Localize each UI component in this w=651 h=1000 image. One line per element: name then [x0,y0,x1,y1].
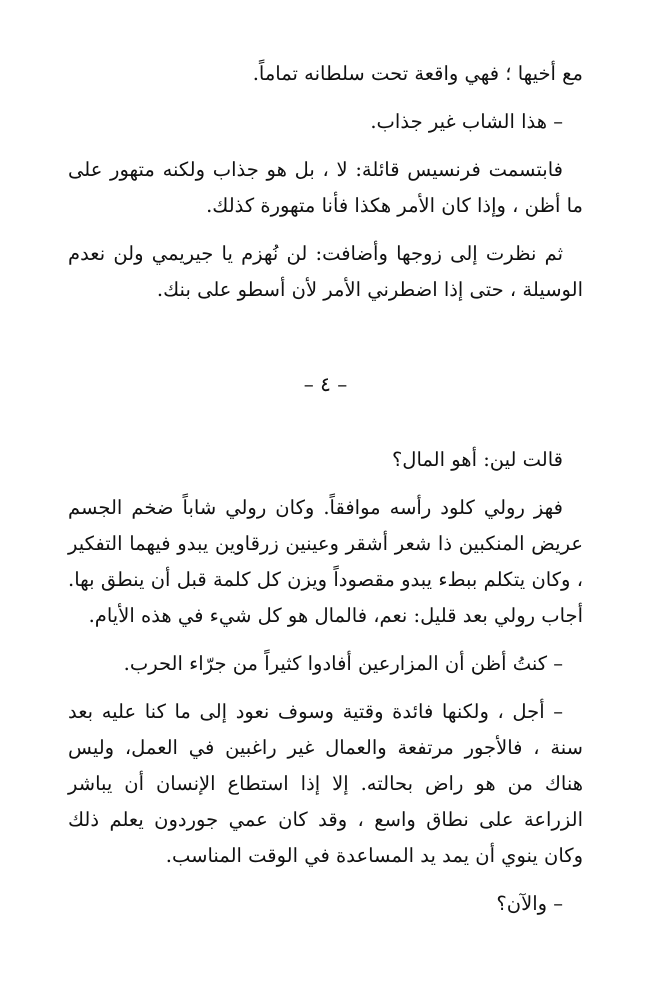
paragraph: فابتسمت فرنسيس قائلة: لا ، بل هو جذاب ولكنه متهور على ما أظن ، وإذا كان الأمر هكذا فأنا متهورة كذلك. [68,158,583,217]
paragraph: ثم نظرت إلى زوجها وأضافت: لن نُهزم يا جيريمي ولن نعدم الوسيلة ، حتى إذا اضطرني الأمر لأن أسطو على بنك. [68,242,583,301]
paragraph: – والآن؟ [496,892,563,915]
section-top [68,56,583,308]
chapter-number: – ٤ – [303,372,348,396]
book-page [68,56,583,934]
paragraph: – هذا الشاب غير جذاب. [370,110,563,133]
section-bottom [68,442,583,922]
paragraph: – أجل ، ولكنها فائدة وقتية وسوف نعود إلى ما كنا عليه بعد سنة ، فالأجور مرتفعة والعمال غير راغبين في العمل، وليس هناك من هو راض بحالته. إلا إذا استطاع الإنسان أن يباشر الزراعة على نطاق واسع ، وقد كان عمي جوردون يعلم ذلك وكان ينوي أن يمد يد المساعدة في الوقت المناسب. [68,700,583,867]
paragraph: قالت لين: أهو المال؟ [391,448,563,471]
paragraph: فهز رولي كلود رأسه موافقاً. وكان رولي شاباً ضخم الجسم عريض المنكبين ذا شعر أشقر وعينين زرقاوين يبدو فيهما التفكير ، وكان يتكلم ببطء يبدو مقصوداً ويزن كل كلمة قبل أن ينطق بها. أجاب رولي بعد قليل: نعم، فالمال هو كل شيء في هذه الأيام. [68,496,583,627]
paragraph: مع أخيها ؛ فهي واقعة تحت سلطانه تماماً. [252,62,583,85]
paragraph: – كنتُ أظن أن المزارعين أفادوا كثيراً من جرّاء الحرب. [123,652,563,675]
